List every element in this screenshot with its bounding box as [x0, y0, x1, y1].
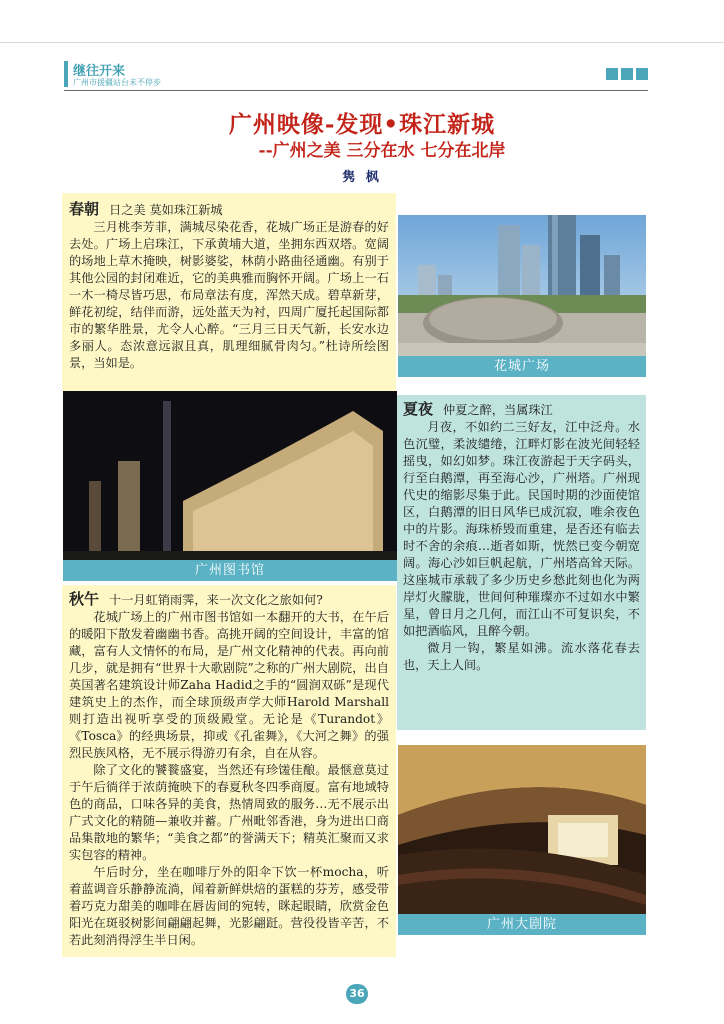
autumn-body-1: 花城广场上的广州市图书馆如一本翻开的大书，在午后的暖阳下散发着幽幽书香。高挑开阔的空间设计，丰富的馆藏，富有人文情怀的布局，是广州文化精神的代表。再向前几步，就是拥有“世界十大歌剧院”之称的广州大剧院，出自英国著名建筑设计师Zaha Hadid之手的“圆润双砾”是现代建筑史上的杰作，而全球顶级声学大师Harold Marshall则打造出视听享受的顶级殿堂。无论是《Turandot》《Tosca》的经典场景，抑或《孔雀舞》，《大河之舞》的强烈民族风格，无不展示得游刃有余，自在从容。 [69, 610, 389, 760]
summer-section [397, 395, 646, 730]
page-number: 36 [346, 984, 368, 1004]
autumn-lead: 十一月虹销雨霁，来一次文化之旅如何? [109, 593, 323, 607]
header-square-2 [621, 68, 633, 80]
header-accent-bar [64, 61, 68, 87]
summer-body-1: 月夜，不如约二三好友，江中泛舟。水色沉璧，柔波缱绻，江畔灯影在波光间轻轻摇曳，如幻如梦。珠江夜游起于天字码头，行至白鹅潭，再至海心沙，广州塔。广州现代史的缩影尽集于此。民国时期的沙面使馆区，白鹅潭的旧日风华已成沉寂，唯余夜色中的片影。海珠桥毁而重建，是否还有临去时不舍的余痕…逝者如斯，恍然已变今朝宽阔。海心沙如巨帆起航，广州塔高耸天际。这座城市承载了多少历史乡愁此刻也化为两岸灯火朦胧，世间何种璀璨亦不过如水中繁星，曾日月之几何，而江山不可复识矣，不如把酒临风，且醉今朝。 [403, 420, 640, 638]
library-illustration [63, 391, 397, 581]
top-divider [0, 42, 724, 43]
summer-heading: 夏夜 [403, 400, 434, 418]
article-author: 隽 枫 [342, 170, 382, 185]
summer-lead: 仲夏之醉，当属珠江 [443, 403, 553, 417]
caption-flower-city-square: 花城广场 [398, 356, 646, 377]
header-rule [64, 90, 648, 91]
caption-opera-house: 广州大剧院 [398, 914, 646, 935]
header-square-1 [606, 68, 618, 80]
article-title: 广州映像-发现•珠江新城 [228, 111, 496, 138]
autumn-section [62, 585, 396, 957]
square-illustration [398, 215, 646, 377]
spring-heading: 春朝 [69, 200, 100, 218]
article-subtitle: --广州之美 三分在水 七分在北岸 [258, 141, 506, 161]
autumn-body-3: 午后时分，坐在咖啡厅外的阳伞下饮一杯mocha，听着蓝调音乐静静流淌，闻着新鲜烘焙的蛋糕的芬芳，感受带着巧克力甜美的咖啡在唇齿间的宛转，眯起眼睛，欣赏金色阳光在斑驳树影间翩翩起舞，光影翩跹。营役役皆辛苦，不若此刻消得浮生半日闲。 [69, 865, 389, 947]
header-square-3 [636, 68, 648, 80]
autumn-heading: 秋午 [69, 590, 100, 608]
caption-guangzhou-library: 广州图书馆 [63, 560, 397, 581]
section-title: 继往开来 [73, 64, 126, 79]
opera-illustration [398, 745, 646, 935]
section-subtitle: 广州市援疆站台未不停步 [73, 78, 161, 87]
photo-guangzhou-library [63, 391, 397, 581]
spring-body: 三月桃李芳菲，满城尽染花香，花城广场正是游春的好去处。广场上启珠江，下承黄埔大道，坐拥东西双塔。宽阔的场地上草木掩映，树影婆娑，林荫小路曲径通幽。有别于其他公园的封闭难近，它的美典雅而胸怀开阔。广场上一石一木一椅尽皆巧思，布局章法有度，浑然天成。碧草新芽，鲜花初绽，结伴而游，远处蓝天为衬，四周广厦托起国际都市的繁华胜景，尤令人心醉。“三月三日天气新，长安水边多丽人。态浓意远淑且真，肌理细腻骨肉匀。”杜诗所绘图景，当如是。 [69, 220, 389, 370]
autumn-body-2: 除了文化的饕餮盛宴，当然还有珍馐佳酿。最惬意莫过于午后徜徉于浓荫掩映下的春夏秋冬四季商厦。富有地域特色的商品，口味各异的美食，热情周致的服务…无不展示出广式文化的精随—兼收并蓄。广州毗邻香港，身为进出口商品集散地的繁华；“美食之都”的誉满天下；精英汇聚而又求实包容的精神。 [69, 763, 389, 862]
spring-section [62, 193, 396, 391]
photo-opera-house [398, 745, 646, 935]
summer-body-2: 微月一钩，繁星如沸。流水落花春去也，天上人间。 [403, 641, 640, 672]
spring-lead: 日之美 莫如珠江新城 [109, 203, 223, 217]
photo-flower-city-square [398, 215, 646, 377]
